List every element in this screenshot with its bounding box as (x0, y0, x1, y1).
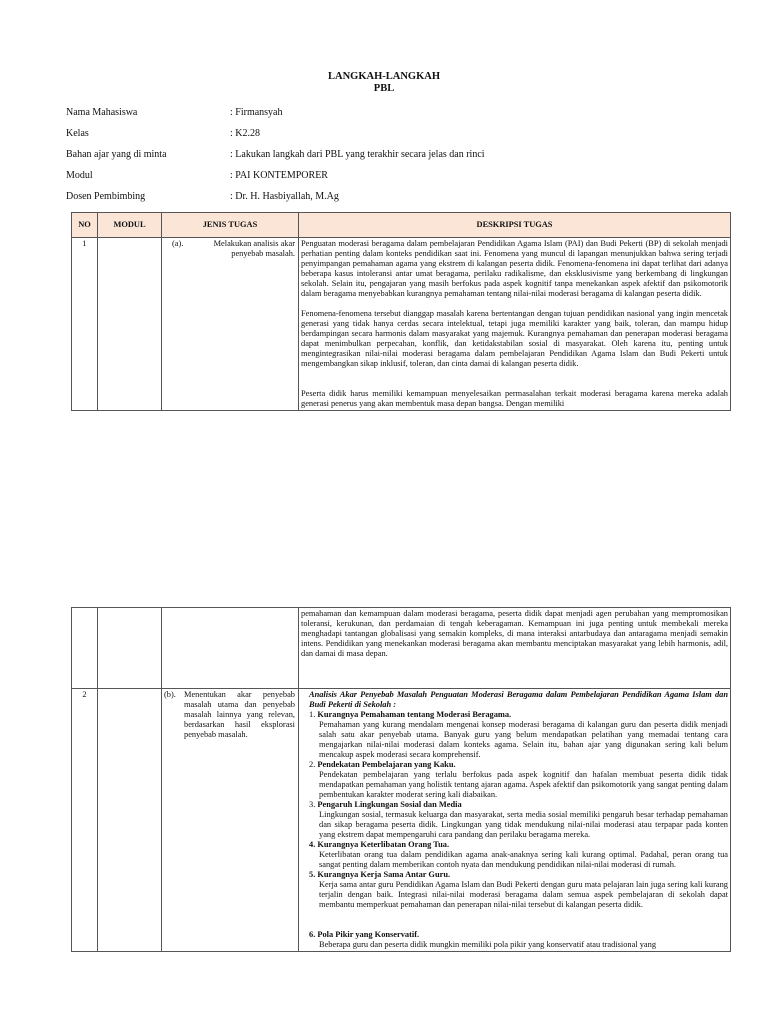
modul-cell (98, 689, 162, 952)
item-number: 1. (309, 710, 316, 719)
item-body: Beberapa guru dan peserta didik mungkin memiliki pola pikir yang konservatif atau tradisional yang (319, 940, 657, 949)
paragraph: Penguatan moderasi beragama dalam pembelajaran Pendidikan Agama Islam (PAI) dan Budi Pekerti (BP) di sekolah menjadi perhatian penting dalam konteks pendidikan saat ini. Fenomena yang muncul di lapangan menunjukkan bahwa sering terjadi penyimpangan pemahaman agama yang ekstrem di kalangan peserta didik. Fenomena-fenomena ini dapat terlihat dari adanya beberapa kasus intoleransi antar umat beragama, perilaku radikalisme, dan eksklusivisme yang berkembang di lingkungan sekolah. Selain itu, pengajaran yang masih berfokus pada aspek kognitif tanpa menekankan aspek afektif dan psikomotorik dalam beragama menyebabkan kurangnya pemahaman tentang nilai-nilai moderasi beragama di kalangan peserta didik. (301, 239, 728, 298)
title-line-2: PBL (373, 83, 395, 94)
table-row (72, 689, 731, 952)
analysis-title: Analisis Akar Penyebab Masalah Penguatan Moderasi Beragama dalam Pembelajaran Pendidikan Agama Islam dan Budi Pekerti di Sekolah : (309, 690, 728, 709)
task-label: (a). (172, 239, 184, 248)
info-label: Nama Mahasiswa (66, 107, 138, 118)
task-label: (b). (164, 690, 176, 699)
spacer (309, 910, 728, 930)
header-deskripsi-tugas: DESKRIPSI TUGAS (299, 213, 731, 238)
task-text: Menentukan akar penyebab masalah utama dan penyebab masalah lainnya yang relevan, berdasarkan hasil eksplorasi penyebab masalah. (184, 690, 295, 739)
list-item (309, 840, 728, 870)
description-cell (299, 608, 731, 689)
header-jenis-tugas: JENIS TUGAS (162, 213, 299, 238)
info-label: Bahan ajar yang di minta (66, 149, 167, 160)
list-item (309, 800, 728, 840)
list-item (309, 870, 728, 910)
item-heading: Pengaruh Lingkungan Sosial dan Media (317, 800, 462, 809)
info-value: : K2.28 (230, 128, 260, 139)
info-value: : Firmansyah (230, 107, 283, 118)
info-label: Modul (66, 170, 93, 181)
item-number: 6. (309, 930, 316, 939)
info-value: : PAI KONTEMPORER (230, 170, 328, 181)
item-number: 5. (309, 870, 316, 879)
item-number: 2. (309, 760, 316, 769)
item-number: 3. (309, 800, 316, 809)
info-value: : Dr. H. Hasbiyallah, M.Ag (230, 191, 339, 202)
task-text: Melakukan analisis akar penyebab masalah. (213, 239, 295, 258)
info-value: : Lakukan langkah dari PBL yang terakhir secara jelas dan rinci (230, 149, 485, 160)
item-body: Pendekatan pembelajaran yang terlalu berfokus pada aspek kognitif dan hafalan membuat peserta didik tidak mendapatkan pemahaman yang holistik tentang ajaran agama. Aspek afektif dan psikomotorik yang sangat penting dalam pembentukan karakter moderat sering kali diabaikan. (319, 770, 728, 799)
title-line-1: LANGKAH-LANGKAH (327, 71, 440, 82)
paragraph: pemahaman dan kemampuan dalam moderasi beragama, peserta didik dapat menjadi agen perubahan yang mempromosikan toleransi, kerukunan, dan perdamaian di tengah keberagaman. Kemampuan ini juga penting untuk membekali mereka menghadapi tantangan globalisasi yang semakin kompleks, di mana interaksi antarbudaya dan antaragama menjadi semakin intens. Pendidikan yang menekankan moderasi beragama akan membantu menciptakan masyarakat yang lebih harmonis, adil, dan damai di masa depan. (301, 609, 728, 658)
header-no: NO (72, 213, 98, 238)
row-number (72, 608, 98, 689)
item-heading: Kurangnya Keterlibatan Orang Tua. (317, 840, 450, 849)
modul-cell (98, 608, 162, 689)
item-heading: Kurangnya Pemahaman tentang Moderasi Beragama. (317, 710, 512, 719)
list-item (309, 930, 728, 950)
item-heading: Pendekatan Pembelajaran yang Kaku. (317, 760, 456, 769)
jenis-cell (162, 689, 299, 952)
list-item (309, 710, 728, 760)
item-body: Pemahaman yang kurang mendalam mengenai konsep moderasi beragama di kalangan guru dan peserta didik menjadi salah satu akar penyebab utama. Banyak guru yang belum mendapatkan pelatihan yang memadai tentang cara mengajarkan nilai-nilai moderasi dalam konteks agama. Selain itu, bahan ajar yang digunakan sering kali belum mencakup aspek moderasi secara komprehensif. (319, 720, 728, 759)
item-body: Lingkungan sosial, termasuk keluarga dan masyarakat, serta media sosial memiliki pengaruh besar terhadap pemahaman dan sikap beragama peserta didik. Lingkungan yang tidak mendukung nilai-nilai moderasi atau terpapar pada konten yang ekstrem dapat mempengaruhi cara pandang dan perilaku beragama mereka. (319, 810, 728, 839)
item-heading: Kurangnya Kerja Sama Antar Guru. (317, 870, 451, 879)
item-body: Keterlibatan orang tua dalam pendidikan agama anak-anaknya sering kali kurang optimal. Padahal, peran orang tua sangat penting dalam memberikan contoh nyata dan mendukung pendidikan nilai-nilai moderasi di rumah. (319, 850, 728, 869)
header-modul: MODUL (98, 213, 162, 238)
jenis-cell (162, 608, 299, 689)
info-label: Kelas (66, 128, 89, 139)
list-item (309, 760, 728, 800)
info-label: Dosen Pembimbing (66, 191, 146, 202)
table-row (72, 608, 731, 689)
task-table-page-2 (71, 607, 731, 952)
description-cell (299, 689, 731, 952)
item-number: 4. (309, 840, 316, 849)
item-body: Kerja sama antar guru Pendidikan Agama Islam dan Budi Pekerti dengan guru mata pelajaran lain juga sering kali kurang terjalin dengan baik. Integrasi nilai-nilai moderasi beragama dalam semua aspek pembelajaran di sekolah dapat membantu memperkuat pemahaman dan penerapan nilai-nilai tersebut di kalangan peserta didik. (319, 880, 728, 909)
item-heading: Pola Pikir yang Konservatif. (317, 930, 420, 939)
paragraph: Fenomena-fenomena tersebut dianggap masalah karena bertentangan dengan tujuan pendidikan nasional yang ingin mencetak generasi yang tidak hanya cerdas secara intelektual, tetapi juga memiliki karakter yang baik, toleran, dan mampu hidup berdampingan secara harmonis dalam masyarakat yang majemuk. Kurangnya pemahaman dan penerapan moderasi beragama dapat menimbulkan perpecahan, konflik, dan ketidakstabilan sosial di masyarakat. Oleh karena itu, penting untuk mengintegrasikan nilai-nilai moderasi beragama dalam pembelajaran Pendidikan Agama Islam dan Budi Pekerti untuk mengembangkan sikap inklusif, toleran, dan cinta damai di kalangan peserta didik. (301, 309, 728, 368)
row-number: 2 (72, 689, 98, 952)
row-number: 1 (72, 238, 98, 411)
paragraph: Peserta didik harus memiliki kemampuan menyelesaikan permasalahan terkait moderasi beragama karena mereka adalah generasi penerus yang akan membentuk masa depan bangsa. Dengan memiliki (301, 389, 728, 408)
